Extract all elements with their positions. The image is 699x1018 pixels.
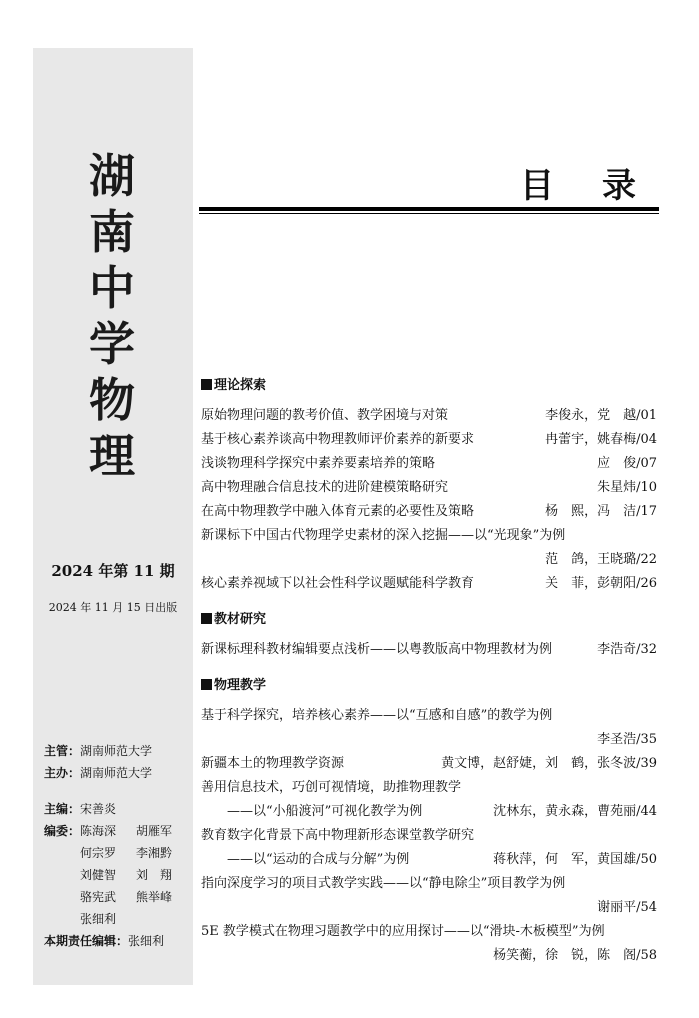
section-title: 物理教学 [201, 676, 657, 696]
entry-author-page: 杨 熙，冯 洁/17 [545, 504, 657, 519]
publication-date: 2024 年 11 月 15 日出版 [48, 601, 178, 614]
chief-editor-label: 主编： [44, 802, 81, 816]
toc-entry[interactable] [201, 500, 657, 524]
entry-title: 基于核心素养谈高中物理教师评价素养的新要求 [201, 432, 475, 447]
entry-author-page: 黄文博，赵舒婕，刘 鹤，张冬波/39 [441, 756, 657, 771]
entry-subtitle: ——以“小船渡河”可视化教学为例 [227, 804, 423, 819]
committee-member: 刘 翔 [136, 868, 173, 882]
committee-list [80, 820, 192, 930]
supervisor-row [44, 740, 192, 762]
committee-member: 骆宪武 [80, 890, 117, 904]
divider [199, 207, 659, 211]
responsible-editor-value: 张细利 [128, 934, 165, 948]
toc-entry[interactable] [201, 776, 657, 800]
entry-author-page: 朱星炜/10 [597, 480, 657, 495]
square-bullet-icon [201, 379, 212, 390]
journal-title-char: 湖 [89, 149, 137, 203]
toc-entry[interactable] [201, 548, 657, 572]
entry-title: 教育数字化背景下高中物理新形态课堂教学研究 [201, 828, 475, 843]
entry-title: 在高中物理教学中融入体育元素的必要性及策略 [201, 504, 475, 519]
masthead [44, 740, 192, 952]
page-title: 目录 [520, 166, 684, 206]
table-of-contents [201, 376, 657, 968]
entry-author-page: 谢丽平/54 [597, 900, 657, 915]
toc-entry[interactable] [201, 848, 657, 872]
sponsor-label: 主办： [44, 766, 81, 780]
chief-editor-value: 宋善炎 [80, 802, 117, 816]
committee-label: 编委： [44, 824, 81, 838]
committee-member: 刘健智 [80, 868, 117, 882]
entry-author-page: 范 鸽，王晓璐/22 [545, 552, 657, 567]
entry-title: 核心素养视域下以社会性科学议题赋能科学教育 [201, 576, 475, 591]
toc-entry[interactable] [201, 638, 657, 662]
committee-member: 李湘黔 [136, 846, 173, 860]
journal-title-char: 学 [89, 317, 137, 371]
committee-row [44, 820, 192, 930]
entry-author-page: 沈林东，黄永森，曹苑丽/44 [493, 804, 657, 819]
entry-author-page: 杨笑蘅，徐 锐，陈 阁/58 [493, 948, 657, 963]
entry-author-page: 蒋秋萍，何 军，黄国雄/50 [493, 852, 657, 867]
section-title: 理论探索 [201, 376, 657, 396]
supervisor-value: 湖南师范大学 [80, 744, 153, 758]
entry-title: 指向深度学习的项目式教学实践——以“静电除尘”项目教学为例 [201, 876, 566, 891]
toc-entry[interactable] [201, 872, 657, 896]
responsible-editor-row [44, 930, 192, 952]
entry-title: 新课标理科教材编辑要点浅析——以粤教版高中物理教材为例 [201, 642, 553, 657]
toc-entry[interactable] [201, 572, 657, 596]
responsible-editor-label: 本期责任编辑： [44, 934, 129, 948]
toc-entry[interactable] [201, 752, 657, 776]
entry-title: 善用信息技术，巧创可视情境，助推物理教学 [201, 780, 462, 795]
entry-author-page: 李俊永，党 越/01 [545, 408, 657, 423]
toc-entry[interactable] [201, 524, 657, 548]
supervisor-label: 主管： [44, 744, 81, 758]
journal-title-char: 中 [89, 261, 137, 315]
journal-title [33, 148, 193, 484]
toc-entry[interactable] [201, 728, 657, 752]
chief-editor-row [44, 798, 192, 820]
committee-member: 胡雁军 [136, 824, 173, 838]
entry-author-page: 冉蕾宇，姚春梅/04 [545, 432, 657, 447]
entry-author-page: 关 菲，彭朝阳/26 [545, 576, 657, 591]
committee-member: 何宗罗 [80, 846, 117, 860]
toc-entry[interactable] [201, 800, 657, 824]
committee-member: 熊举峰 [136, 890, 173, 904]
section-title: 教材研究 [201, 610, 657, 630]
entry-title: 新课标下中国古代物理学史素材的深入挖掘——以“光现象”为例 [201, 528, 566, 543]
divider [199, 213, 659, 214]
toc-entry[interactable] [201, 944, 657, 968]
toc-entry[interactable] [201, 824, 657, 848]
toc-entry[interactable] [201, 404, 657, 428]
toc-entry[interactable] [201, 476, 657, 500]
journal-title-char: 南 [89, 205, 137, 259]
toc-entry[interactable] [201, 920, 657, 944]
toc-entry[interactable] [201, 704, 657, 728]
toc-entry[interactable] [201, 452, 657, 476]
journal-title-char: 物 [89, 373, 137, 427]
journal-title-char: 理 [89, 429, 137, 483]
entry-title: 基于科学探究，培养核心素养——以“互感和自感”的教学为例 [201, 708, 553, 723]
sidebar [33, 48, 193, 985]
issue-number: 2024 年第 11 期 [51, 562, 175, 580]
entry-author-page: 李浩奇/32 [597, 642, 657, 657]
sponsor-value: 湖南师范大学 [80, 766, 153, 780]
entry-subtitle: ——以“运动的合成与分解”为例 [227, 852, 410, 867]
toc-entry[interactable] [201, 428, 657, 452]
entry-author-page: 李圣浩/35 [597, 732, 657, 747]
entry-author-page: 应 俊/07 [597, 456, 657, 471]
committee-member: 陈海深 [80, 824, 117, 838]
committee-member: 张细利 [80, 912, 117, 926]
entry-title: 新疆本土的物理教学资源 [201, 756, 345, 771]
sponsor-row [44, 762, 192, 784]
square-bullet-icon [201, 679, 212, 690]
toc-entry[interactable] [201, 896, 657, 920]
square-bullet-icon [201, 613, 212, 624]
entry-title: 原始物理问题的教考价值、教学困境与对策 [201, 408, 449, 423]
entry-title: 高中物理融合信息技术的进阶建模策略研究 [201, 480, 449, 495]
entry-title: 5E 教学模式在物理习题教学中的应用探讨——以“滑块-木板模型”为例 [201, 924, 605, 939]
entry-title: 浅谈物理科学探究中素养要素培养的策略 [201, 456, 436, 471]
